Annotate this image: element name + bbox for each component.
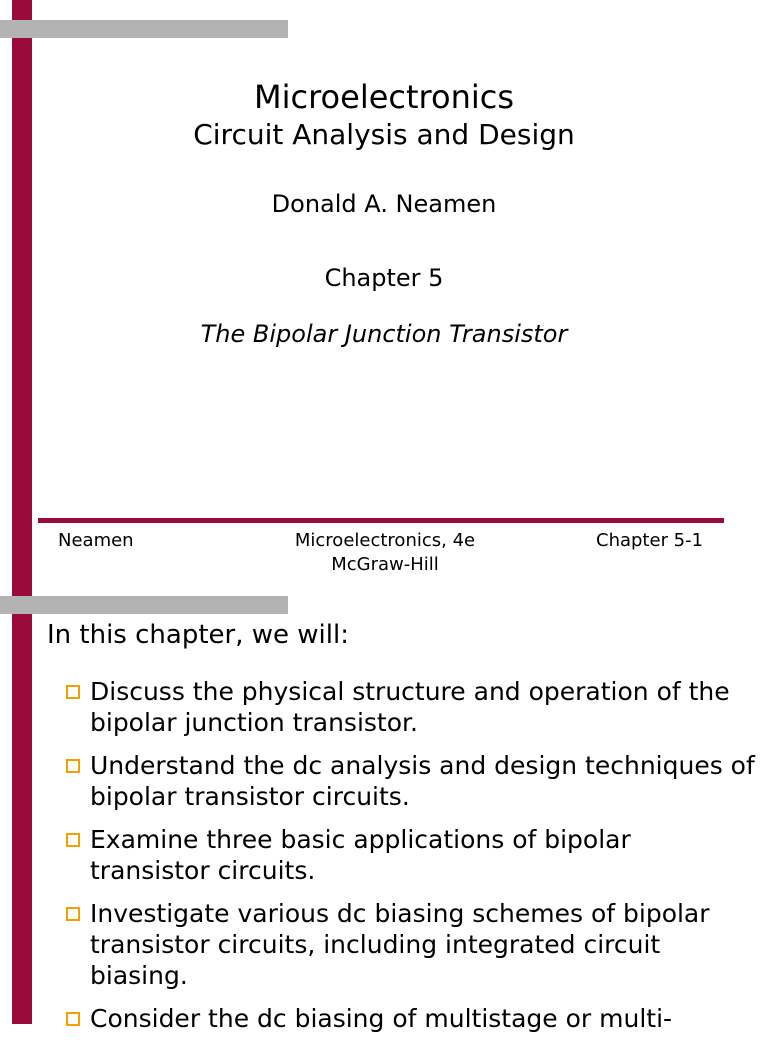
author-name: Donald A. Neamen [271, 190, 497, 218]
footer-book-title: Microelectronics, 4e [294, 530, 476, 551]
list-item [66, 824, 756, 886]
checkbox-bullet-icon [66, 759, 80, 773]
top-gray-bar [0, 20, 288, 38]
slide-title: Microelectronics [254, 78, 514, 116]
list-item [66, 676, 756, 738]
checkbox-bullet-icon [66, 685, 80, 699]
list-item-text: Consider the dc biasing of multistage or multi- [90, 1004, 673, 1033]
chapter-title: The Bipolar Junction Transistor [200, 320, 568, 348]
intro-text: In this chapter, we will: [47, 620, 349, 650]
footer-divider [38, 518, 724, 523]
slide-subtitle: Circuit Analysis and Design [193, 118, 575, 151]
checkbox-bullet-icon [66, 907, 80, 921]
footer-author: Neamen [58, 530, 134, 551]
list-item-text: Understand the dc analysis and design techniques of bipolar transistor circuits. [90, 751, 755, 811]
list-item-text: Examine three basic applications of bipolar transistor circuits. [90, 825, 631, 885]
list-item-text: Discuss the physical structure and operation of the bipolar junction transistor. [90, 677, 730, 737]
footer-page: Chapter 5-1 [596, 530, 704, 551]
left-accent-bar [12, 0, 32, 1024]
list-item-text: Investigate various dc biasing schemes of bipolar transistor circuits, including integrated circuit biasing. [90, 899, 710, 990]
objectives-list [66, 676, 756, 1046]
list-item [66, 898, 756, 991]
footer-publisher: McGraw-Hill [331, 554, 439, 575]
mid-gray-bar [0, 596, 288, 614]
list-item [66, 1003, 756, 1034]
chapter-number: Chapter 5 [324, 264, 444, 292]
checkbox-bullet-icon [66, 833, 80, 847]
list-item [66, 750, 756, 812]
footer-book [270, 529, 500, 577]
